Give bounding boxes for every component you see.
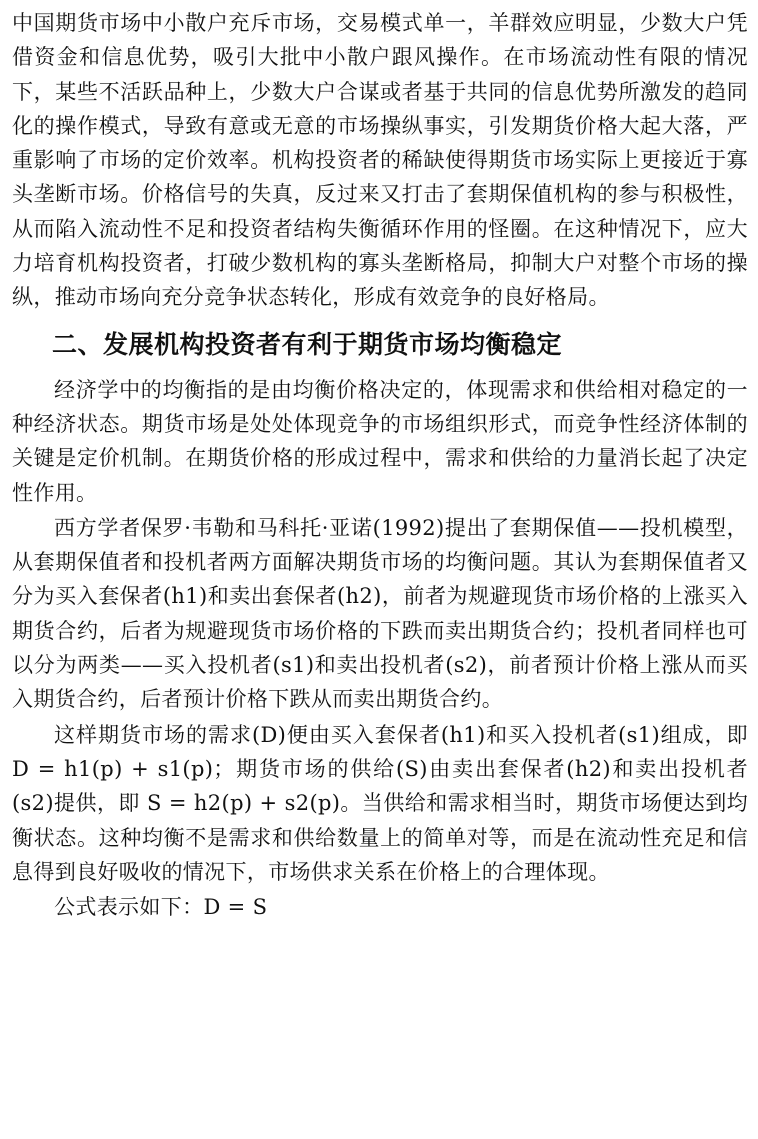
formula-line: 公式表示如下：D = S: [54, 895, 268, 920]
section-heading: 二、发展机构投资者有利于期货市场均衡稳定: [52, 329, 563, 359]
body-paragraph: 西方学者保罗·韦勒和马科托·亚诺(1992)提出了套期保值——投机模型，从套期保值者和投机者两方面解决期货市场的均衡问题。其认为套期保值者又分为买入套保者(h1)和卖出套保者(h2)，前者为规避现货市场价格的上涨买入期货合约，后者为规避现货市场价格的下跌而卖出期货合约；投机者同样也可以分为两类——买入投机者(s1)和卖出投机者(s2)，前者预计价格上涨从而买入期货合约，后者预计价格下跌从而卖出期货合约。: [12, 515, 748, 712]
body-paragraph: 经济学中的均衡指的是由均衡价格决定的，体现需求和供给相对稳定的一种经济状态。期货市场是处处体现竞争的市场组织形式，而竞争性经济体制的关键是定价机制。在期货价格的形成过程中，需求和供给的力量消长起了决定性作用。: [12, 377, 748, 505]
body-paragraph: 这样期货市场的需求(D)便由买入套保者(h1)和买入投机者(s1)组成，即 D = h1(p) + s1(p)；期货市场的供给(S)由卖出套保者(h2)和卖出投机者(s2)提供，即 S = h2(p) + s2(p)。当供给和需求相当时，期货市场便达到均衡状态。这种均衡不是需求和供给数量上的简单对等，而是在流动性充足和信息得到良好吸收的情况下，市场供求关系在价格上的合理体现。: [12, 722, 748, 884]
body-paragraph: 中国期货市场中小散户充斥市场，交易模式单一，羊群效应明显，少数大户凭借资金和信息优势，吸引大批中小散户跟风操作。在市场流动性有限的情况下，某些不活跃品种上，少数大户合谋或者基于共同的信息优势所激发的趋同化的操作模式，导致有意或无意的市场操纵事实，引发期货价格大起大落，严重影响了市场的定价效率。机构投资者的稀缺使得期货市场实际上更接近于寡头垄断市场。价格信号的失真，反过来又打击了套期保值机构的参与积极性，从而陷入流动性不足和投资者结构失衡循环作用的怪圈。在这种情况下，应大力培育机构投资者，打破少数机构的寡头垄断格局，抑制大户对整个市场的操纵，推动市场向充分竞争状态转化，形成有效竞争的良好格局。: [12, 11, 748, 310]
